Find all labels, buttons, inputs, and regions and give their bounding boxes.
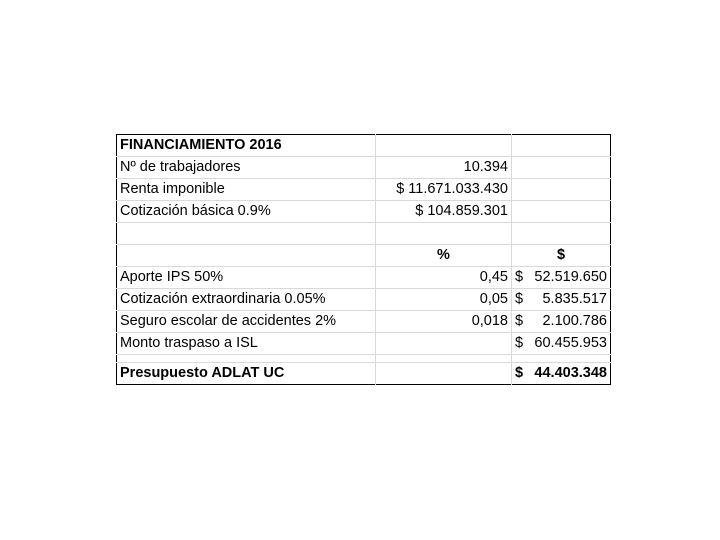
- empty-cell[interactable]: [512, 201, 611, 223]
- blank-row: [117, 223, 611, 245]
- row-amount-cell[interactable]: [512, 289, 611, 311]
- row-amount: 52.519.650: [534, 269, 607, 285]
- row-label[interactable]: Nº de trabajadores: [117, 157, 376, 179]
- table-row: [117, 201, 611, 223]
- row-amount: 60.455.953: [534, 335, 607, 351]
- total-amount: 44.403.348: [534, 365, 607, 381]
- table-row: [117, 333, 611, 355]
- title-row: [117, 135, 611, 157]
- total-label[interactable]: Presupuesto ADLAT UC: [117, 363, 376, 385]
- currency-symbol: $: [515, 269, 524, 285]
- row-label[interactable]: Cotización extraordinaria 0.05%: [117, 289, 376, 311]
- table-row: [117, 157, 611, 179]
- empty-cell[interactable]: [376, 135, 512, 157]
- empty-cell[interactable]: [117, 223, 376, 245]
- table-row: [117, 289, 611, 311]
- empty-cell[interactable]: [376, 355, 512, 363]
- row-label[interactable]: Seguro escolar de accidentes 2%: [117, 311, 376, 333]
- empty-cell[interactable]: [512, 157, 611, 179]
- empty-cell[interactable]: [512, 135, 611, 157]
- row-label[interactable]: Cotización básica 0.9%: [117, 201, 376, 223]
- table-row: [117, 311, 611, 333]
- currency-symbol: $: [515, 313, 524, 329]
- total-row: [117, 363, 611, 385]
- financing-table: [116, 134, 611, 385]
- row-amount: 2.100.786: [542, 313, 607, 329]
- row-value[interactable]: $ 11.671.033.430: [376, 179, 512, 201]
- row-label[interactable]: Monto traspaso a ISL: [117, 333, 376, 355]
- row-percent[interactable]: 0,45: [376, 267, 512, 289]
- row-percent[interactable]: 0,018: [376, 311, 512, 333]
- row-label[interactable]: Renta imponible: [117, 179, 376, 201]
- empty-cell[interactable]: [512, 179, 611, 201]
- currency-symbol: $: [515, 335, 524, 351]
- currency-symbol: $: [515, 291, 524, 307]
- table-title[interactable]: FINANCIAMIENTO 2016: [120, 137, 282, 153]
- table-row: [117, 267, 611, 289]
- percent-header[interactable]: %: [376, 245, 512, 267]
- empty-cell[interactable]: [117, 355, 376, 363]
- empty-cell[interactable]: [117, 245, 376, 267]
- empty-cell[interactable]: [376, 363, 512, 385]
- amount-header[interactable]: $: [512, 245, 611, 267]
- row-amount-cell[interactable]: [512, 311, 611, 333]
- row-label[interactable]: Aporte IPS 50%: [117, 267, 376, 289]
- empty-cell[interactable]: [512, 223, 611, 245]
- total-amount-cell[interactable]: [512, 363, 611, 385]
- row-amount-cell[interactable]: [512, 267, 611, 289]
- spacer-row: [117, 355, 611, 363]
- row-amount: 5.835.517: [542, 291, 607, 307]
- currency-symbol: $: [515, 365, 524, 381]
- row-value[interactable]: $ 104.859.301: [376, 201, 512, 223]
- table-row: [117, 179, 611, 201]
- row-percent[interactable]: 0,05: [376, 289, 512, 311]
- header-row: [117, 245, 611, 267]
- empty-cell[interactable]: [512, 355, 611, 363]
- row-percent[interactable]: [376, 333, 512, 355]
- empty-cell[interactable]: [376, 223, 512, 245]
- row-value[interactable]: 10.394: [376, 157, 512, 179]
- row-amount-cell[interactable]: [512, 333, 611, 355]
